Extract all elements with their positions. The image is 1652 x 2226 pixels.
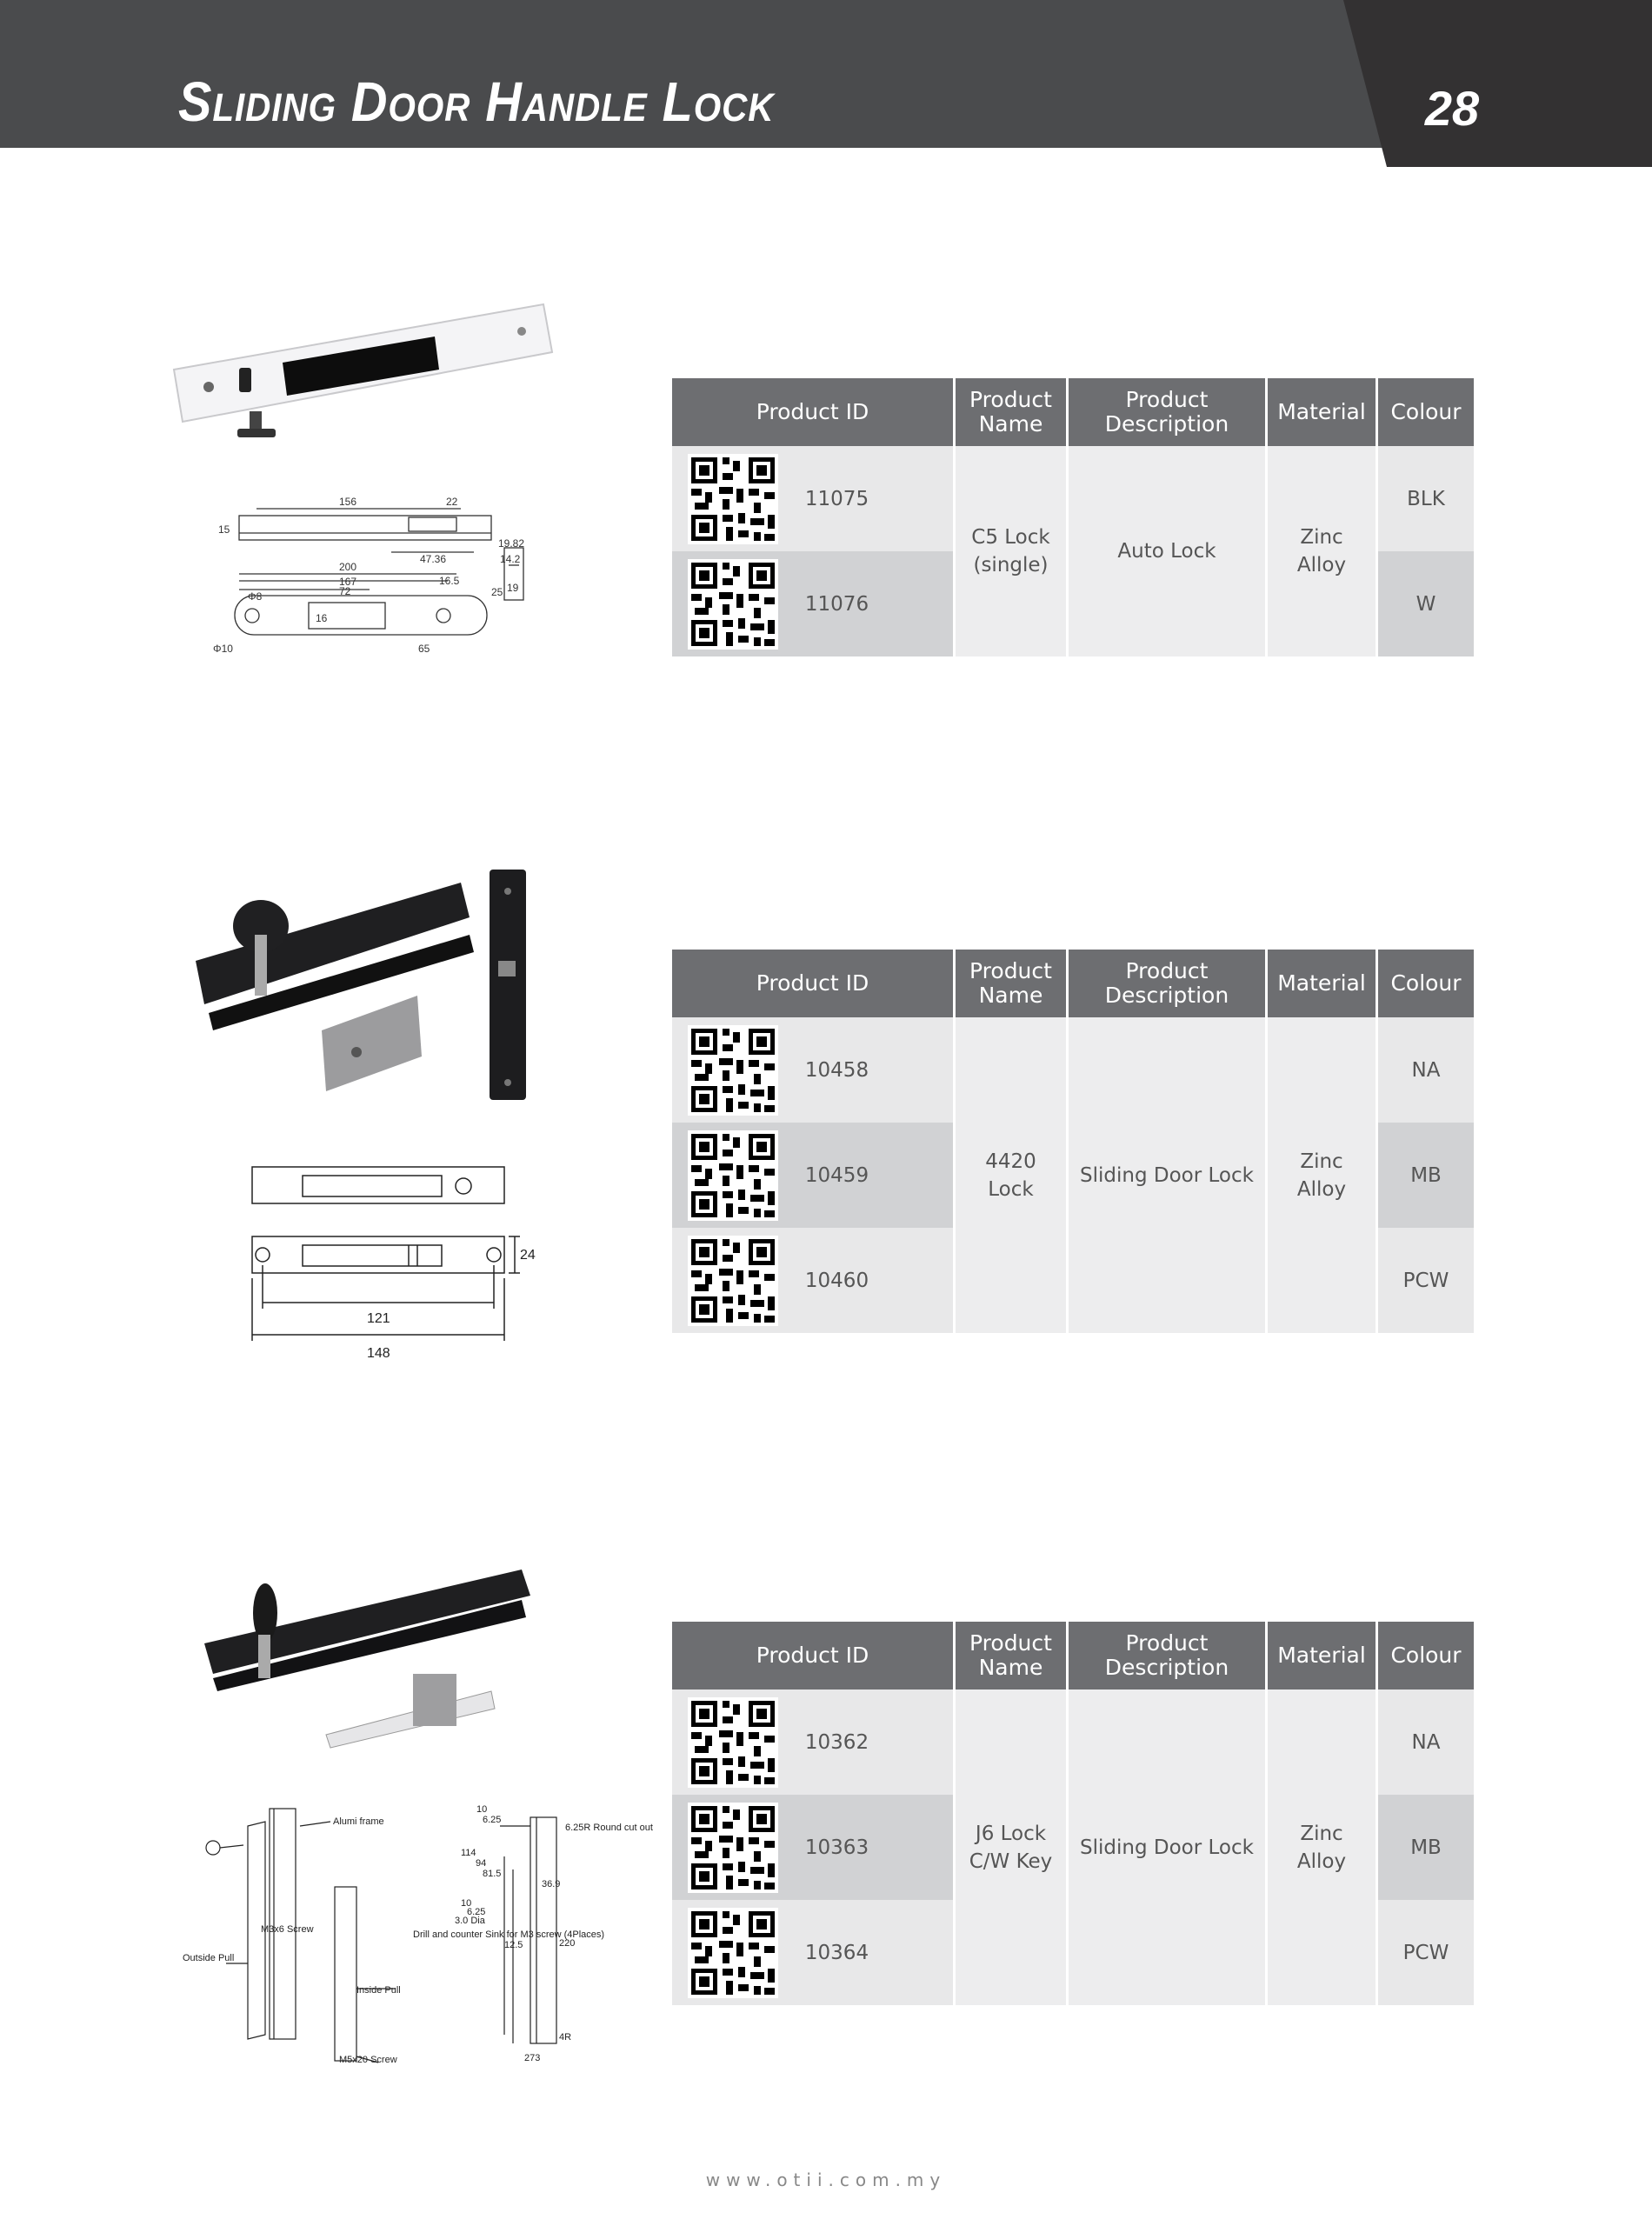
dim-94: 94 xyxy=(476,1858,487,1869)
header-colour: Colour xyxy=(1378,378,1474,446)
dim-22: 22 xyxy=(446,496,458,508)
j6-lock-photo xyxy=(196,1561,535,1752)
product-colour: NA xyxy=(1378,1017,1474,1123)
dim-167: 167 xyxy=(339,576,357,588)
page-title: Sliding Door Handle Lock xyxy=(178,70,775,133)
product-name: 4420 Lock xyxy=(956,1017,1066,1333)
product-colour: MB xyxy=(1378,1795,1474,1900)
page-number: 28 xyxy=(1424,81,1480,136)
product-colour: NA xyxy=(1378,1689,1474,1795)
dim-10-top: 10 xyxy=(476,1804,488,1815)
dim-156: 156 xyxy=(339,496,357,508)
dim-phi-10: Φ10 xyxy=(213,643,233,655)
dim-19-82: 19.82 xyxy=(498,537,525,550)
product-id: 10459 xyxy=(804,1163,869,1187)
product-description: Auto Lock xyxy=(1069,446,1265,656)
product-id-cell xyxy=(672,1017,953,1123)
product-colour: BLK xyxy=(1378,446,1474,551)
dim-6-25-mid: 6.25 xyxy=(467,1907,486,1917)
header-product-description: Product Description xyxy=(1069,950,1265,1017)
product-id-cell xyxy=(672,1900,953,2005)
product-colour: PCW xyxy=(1378,1228,1474,1333)
label-alumi-frame: Alumi frame xyxy=(333,1816,384,1827)
product-id: 10363 xyxy=(804,1836,869,1859)
product-name: J6 Lock C/W Key xyxy=(956,1689,1066,2005)
label-outside-pull: Outside Pull xyxy=(183,1953,235,1963)
header-material: Material xyxy=(1268,378,1376,446)
dim-12-5: 12.5 xyxy=(504,1940,523,1950)
dim-4r: 4R xyxy=(559,2032,572,2043)
product-id-cell xyxy=(672,1228,953,1333)
header-product-id: Product ID xyxy=(672,950,953,1017)
dim-10-mid: 10 xyxy=(461,1898,472,1909)
header-material: Material xyxy=(1268,1622,1376,1689)
dim-220: 220 xyxy=(559,1938,576,1949)
header-product-id: Product ID xyxy=(672,1622,953,1689)
table-row xyxy=(672,446,1474,551)
product-colour: PCW xyxy=(1378,1900,1474,2005)
dim-148: 148 xyxy=(367,1346,390,1361)
product-id-cell xyxy=(672,446,953,551)
dim-81-5: 81.5 xyxy=(483,1869,502,1879)
product-material: Zinc Alloy xyxy=(1268,1689,1376,2005)
product-material: Zinc Alloy xyxy=(1268,1017,1376,1333)
c5-lock-photo xyxy=(170,300,561,448)
dim-114: 114 xyxy=(461,1848,476,1858)
header-product-description: Product Description xyxy=(1069,1622,1265,1689)
dim-19: 19 xyxy=(507,582,519,594)
label-inside-pull: Inside Pull xyxy=(356,1985,401,1996)
dim-47-36: 47.36 xyxy=(420,553,447,565)
dim-14-2: 14.2 xyxy=(500,553,521,565)
table-row xyxy=(672,1689,1474,1795)
header-product-description: Product Description xyxy=(1069,378,1265,446)
product-table-4420-lock xyxy=(669,950,1476,1333)
dim-3-dia: 3.0 Dia xyxy=(455,1916,485,1926)
dim-273: 273 xyxy=(524,2053,541,2063)
header-product-name: Product Name xyxy=(956,378,1066,446)
product-id-cell xyxy=(672,1689,953,1795)
j6-lock-installation-drawing xyxy=(178,1791,653,2069)
dim-6-25-top: 6.25 xyxy=(483,1815,502,1825)
product-description: Sliding Door Lock xyxy=(1069,1689,1265,2005)
product-id-cell xyxy=(672,1795,953,1900)
product-table-c5-lock xyxy=(669,378,1476,656)
label-m5x20-screw: M5x20 Screw xyxy=(339,2055,397,2065)
dim-16: 16 xyxy=(316,612,328,624)
product-name: C5 Lock (single) xyxy=(956,446,1066,656)
product-material: Zinc Alloy xyxy=(1268,446,1376,656)
dim-36-9: 36.9 xyxy=(542,1879,561,1889)
header-colour: Colour xyxy=(1378,950,1474,1017)
product-description: Sliding Door Lock xyxy=(1069,1017,1265,1333)
dim-16-5: 16.5 xyxy=(439,575,460,587)
product-id: 10460 xyxy=(804,1269,869,1292)
header-material: Material xyxy=(1268,950,1376,1017)
dim-15: 15 xyxy=(218,523,230,536)
dim-121: 121 xyxy=(367,1311,390,1326)
dim-phi-8: Φ8 xyxy=(248,590,263,603)
dim-25: 25 xyxy=(491,586,503,598)
qr-code-icon[interactable] xyxy=(688,1025,778,1116)
qr-code-icon[interactable] xyxy=(688,1130,778,1221)
qr-code-icon[interactable] xyxy=(688,1236,778,1326)
product-id: 11075 xyxy=(804,487,869,510)
qr-code-icon[interactable] xyxy=(688,1803,778,1893)
dim-200: 200 xyxy=(339,561,357,573)
header-product-name: Product Name xyxy=(956,1622,1066,1689)
header-product-name: Product Name xyxy=(956,950,1066,1017)
product-id: 11076 xyxy=(804,592,869,616)
header-product-id: Product ID xyxy=(672,378,953,446)
product-table-j6-lock xyxy=(669,1622,1476,2005)
table-row xyxy=(672,1017,1474,1123)
product-id-cell xyxy=(672,551,953,656)
product-id: 10362 xyxy=(804,1730,869,1754)
product-id: 10458 xyxy=(804,1058,869,1082)
4420-lock-photo xyxy=(187,865,543,1117)
product-colour: W xyxy=(1378,551,1474,656)
qr-code-icon[interactable] xyxy=(688,454,778,544)
dim-24: 24 xyxy=(520,1248,536,1263)
label-drill-counter-sink: Drill and counter Sink for M3 screw (4Places) xyxy=(413,1929,605,1940)
header-colour: Colour xyxy=(1378,1622,1474,1689)
label-6-25r-round-cut-out: 6.25R Round cut out xyxy=(565,1823,653,1833)
product-colour: MB xyxy=(1378,1123,1474,1228)
dim-65: 65 xyxy=(418,643,430,655)
c5-lock-drawing xyxy=(204,491,552,656)
qr-code-icon[interactable] xyxy=(688,1697,778,1788)
product-id: 10364 xyxy=(804,1941,869,1964)
qr-code-icon[interactable] xyxy=(688,559,778,650)
label-m3x6-screw: M3x6 Screw xyxy=(261,1924,314,1935)
4420-lock-drawing xyxy=(243,1156,556,1365)
qr-code-icon[interactable] xyxy=(688,1908,778,1998)
dim-72: 72 xyxy=(339,585,351,597)
product-id-cell xyxy=(672,1123,953,1228)
footer-url[interactable]: www.otii.com.my xyxy=(705,2169,947,2190)
